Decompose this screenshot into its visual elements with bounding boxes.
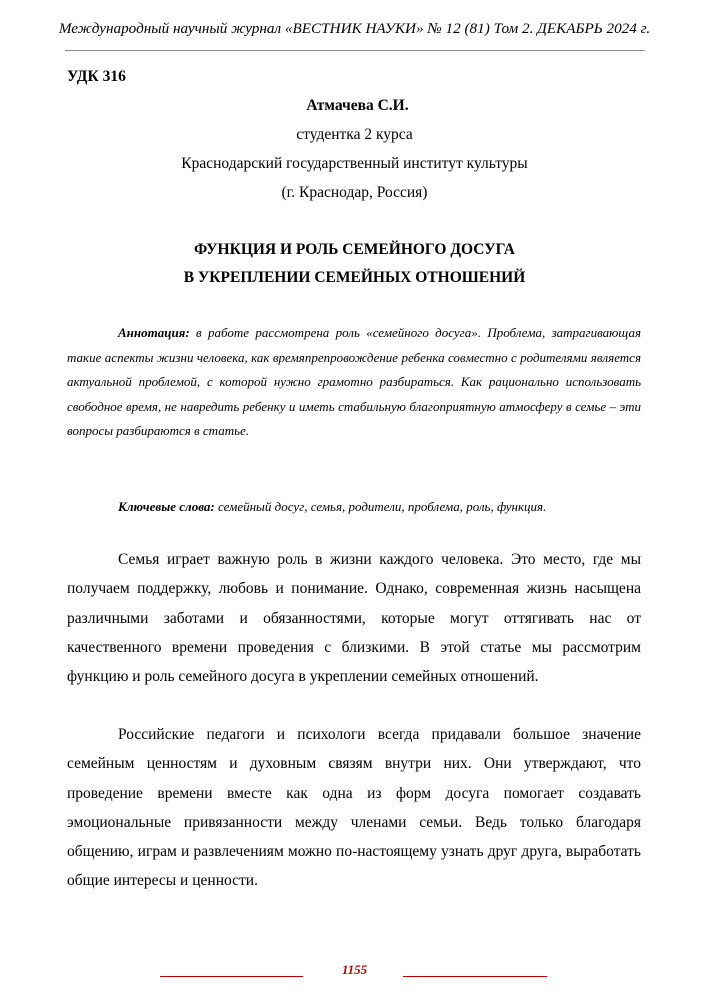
author-name: Атмачева С.И. [306,97,409,114]
body-paragraph-2: Российские педагоги и психологи всегда придавали большое значение семейным ценностям и духовным связям внутри них. Они утверждают, что проведение времени вместе как одна из форм досуга помогает создавать эмоциональные привязанности между членами семьи. Ведь только благодаря общению, играм и развлечениям можно по-настоящему узнать друг друга, выработать общие интересы и ценности. [67,726,641,890]
keywords [67,497,641,517]
abstract-label: Аннотация: [118,325,190,340]
author-city: (г. Краснодар, Россия) [281,184,428,201]
page-number: 1155 [341,962,368,977]
udc-code: УДК 316 [67,68,126,85]
keywords-text: семейный досуг, семья, родители, проблема, роль, функция. [214,499,547,514]
article-title-line-1: ФУНКЦИЯ И РОЛЬ СЕМЕЙНОГО ДОСУГА [194,241,515,258]
abstract [67,321,641,444]
body-paragraph-1: Семья играет важную роль в жизни каждого человека. Это место, где мы получаем поддержку, любовь и понимание. Однако, современная жизнь насыщена различными заботами и обязанностями, которые могут оттягивать нас от качественного времени проведения с близкими. В этой статье мы рассмотрим функцию и роль семейного досуга в укреплении семейных отношений. [67,551,641,686]
abstract-text: в работе рассмотрена роль «семейного досуга». Проблема, затрагивающая такие аспекты жизни человека, как времяпрепровождение ребенка совместно с родителями является актуальной проблемой, с которой нужно грамотно разбираться. Как рационально использовать свободное время, не навредить ребенку и иметь стабильную благоприятную атмосферу в семье – эти вопросы разбираются в статье. [67,325,641,438]
keywords-label: Ключевые слова: [118,499,215,514]
header-divider [65,50,645,51]
author-affiliation: Краснодарский государственный институт культуры [181,155,528,172]
journal-running-header: Международный научный журнал «ВЕСТНИК НАУКИ» № 12 (81) Том 2. ДЕКАБРЬ 2024 г. [58,20,651,37]
page-footer [0,962,709,982]
author-status: студентка 2 курса [296,126,413,143]
footer-rule-right [403,976,547,977]
article-title-line-2: В УКРЕПЛЕНИИ СЕМЕЙНЫХ ОТНОШЕНИЙ [183,269,526,286]
